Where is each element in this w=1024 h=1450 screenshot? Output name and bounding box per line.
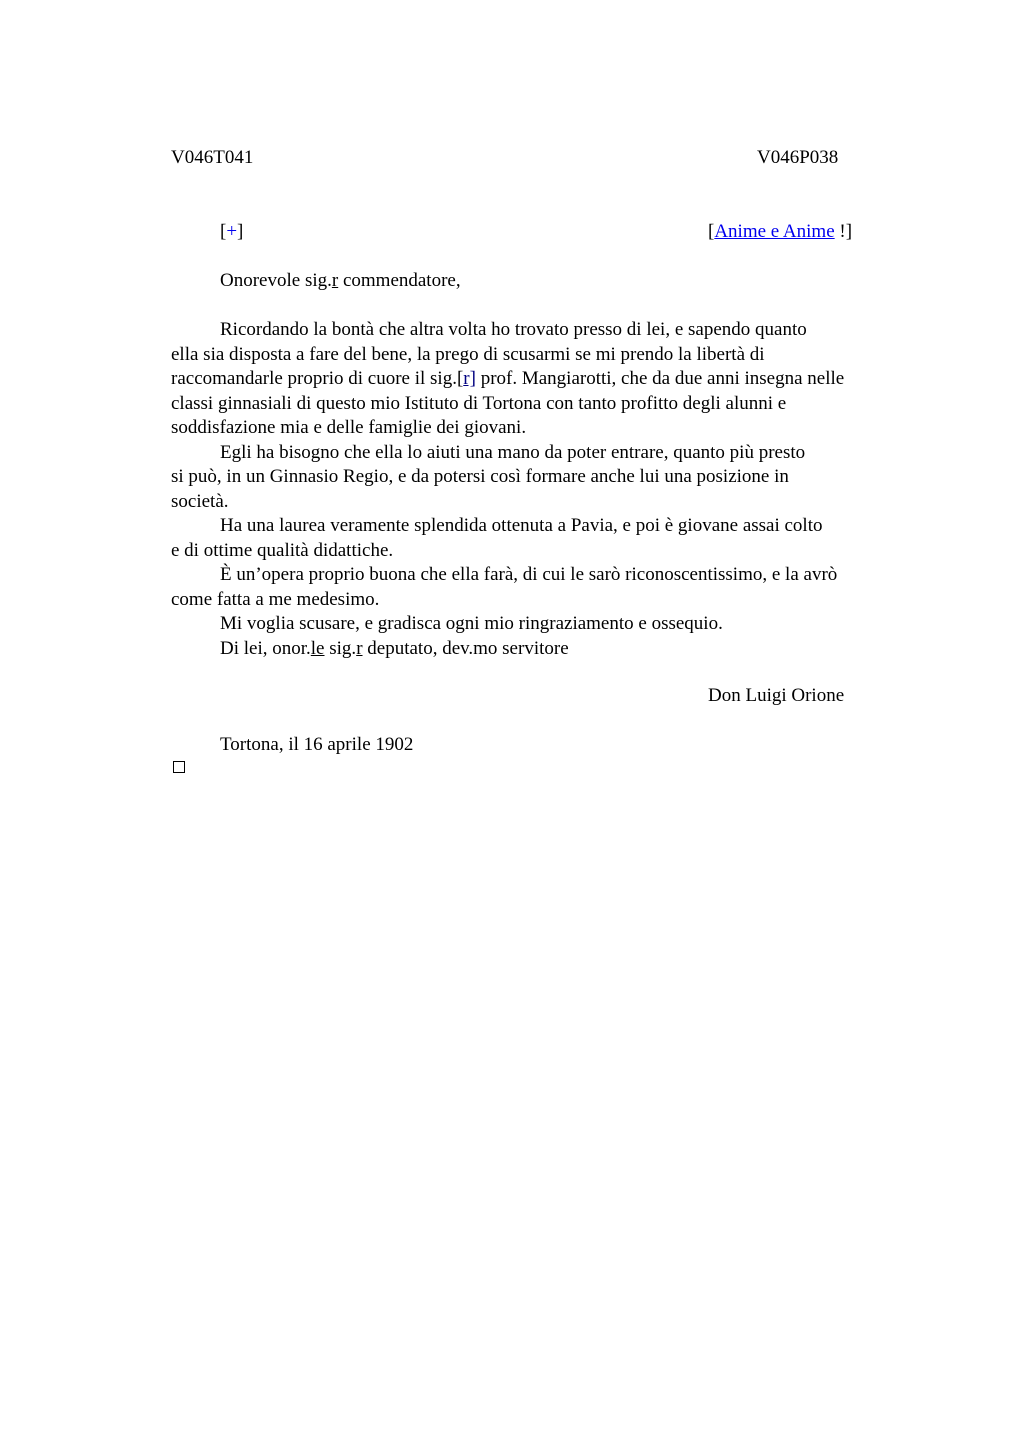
text-line: ella sia disposta a fare del bene, la prego di scusarmi se mi prendo la libertà di	[171, 343, 765, 365]
collection-link-tail: !]	[839, 221, 853, 242]
text-span: prof. Mangiarotti, che da due anni insegna nelle	[475, 368, 845, 389]
salutation	[220, 269, 461, 293]
signature: Don Luigi Orione	[708, 685, 845, 706]
abbr-r: r	[356, 637, 363, 659]
text-line: e di ottime qualità didattiche.	[171, 539, 394, 561]
text-span: Di lei, onor.	[220, 637, 311, 659]
salutation-pre: Onorevole sig.	[220, 270, 332, 291]
text-line: Ricordando la bontà che altra volta ho trovato presso di lei, e sapendo quanto	[220, 319, 807, 340]
bracket-open: [	[708, 221, 715, 242]
anime-e-anime-link[interactable]: Anime e Anime	[714, 221, 835, 242]
document-code-left: V046T041	[171, 147, 254, 168]
text-line: classi ginnasiali di questo mio Istituto di Tortona con tanto profitto degli alunni e	[171, 392, 787, 414]
letter-body	[171, 318, 911, 661]
text-line: si può, in un Ginnasio Regio, e da potersi così formare anche lui una posizione in	[171, 466, 789, 487]
expand-link-group	[220, 220, 243, 244]
bracket-close: ]	[237, 221, 244, 242]
text-span: raccomandarle proprio di cuore il sig.[	[171, 368, 464, 389]
document-code-right: V046P038	[757, 147, 839, 168]
collection-link-group	[708, 220, 852, 244]
text-line: società.	[171, 490, 229, 512]
expand-plus-link[interactable]: +	[226, 221, 238, 242]
text-line	[171, 367, 911, 392]
square-icon	[173, 761, 185, 773]
date-line: Tortona, il 16 aprile 1902	[220, 734, 414, 755]
salutation-abbr: r	[331, 270, 339, 291]
bracket-open: [	[220, 221, 227, 242]
text-line: soddisfazione mia e delle famiglie dei giovani.	[171, 417, 527, 438]
text-line: Ha una laurea veramente splendida ottenuta a Pavia, e poi è giovane assai colto	[220, 515, 823, 536]
text-span: sig.	[324, 637, 357, 659]
footnote-r-link[interactable]: r]	[463, 368, 476, 389]
text-line: Egli ha bisogno che ella lo aiuti una mano da poter entrare, quanto più presto	[220, 441, 806, 463]
text-line: come fatta a me medesimo.	[171, 588, 380, 610]
closing-line	[171, 637, 911, 662]
abbr-le: le	[310, 637, 325, 659]
text-span: deputato, dev.mo servitore	[362, 637, 569, 659]
text-line: Mi voglia scusare, e gradisca ogni mio ringraziamento e ossequio.	[220, 613, 723, 634]
text-line: È un’opera proprio buona che ella farà, di cui le sarò riconoscentissimo, e la avrò	[220, 564, 838, 585]
salutation-post: commendatore,	[338, 270, 461, 291]
